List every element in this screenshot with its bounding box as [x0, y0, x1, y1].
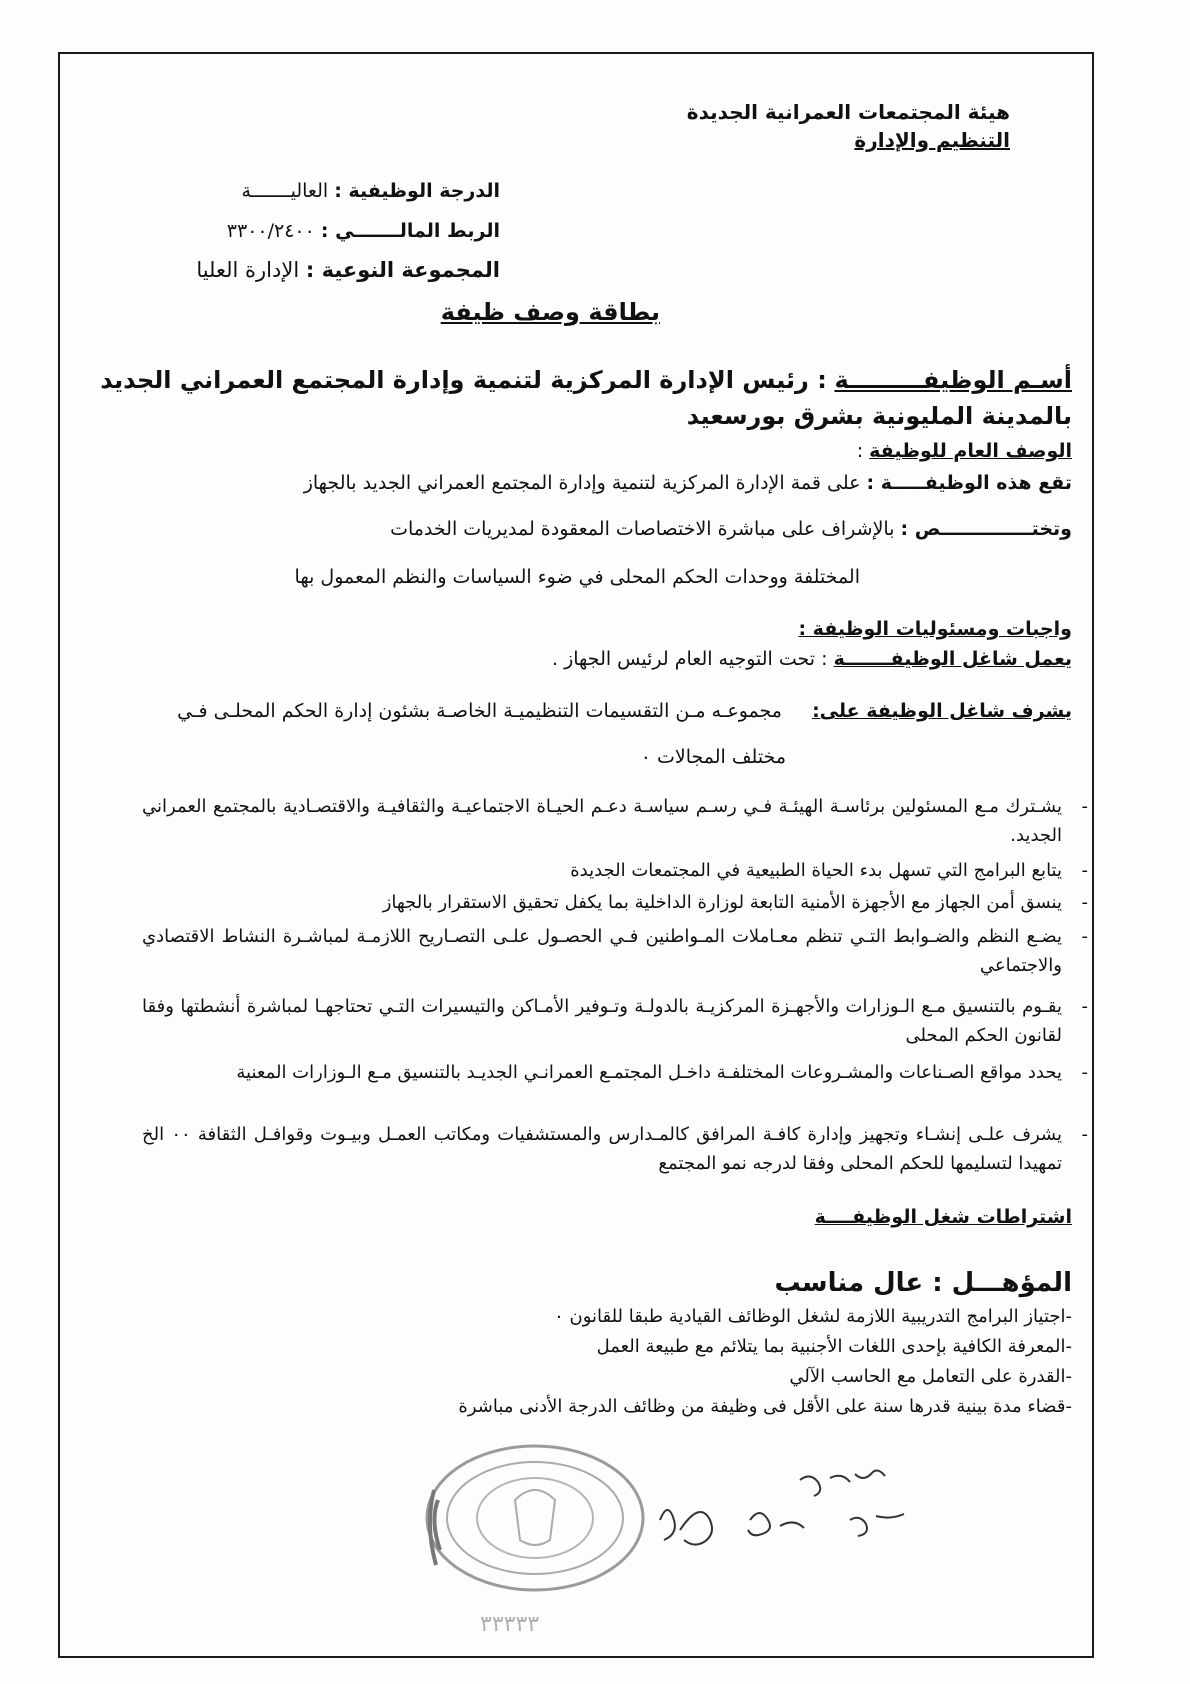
qualification: المؤهـــل : عال مناسب	[774, 1268, 1072, 1298]
requirement-item-3: -القدرة على التعامل مع الحاسب الآلي	[789, 1366, 1072, 1387]
requirements-heading: اشتراطات شغل الوظيفــــة	[814, 1206, 1072, 1228]
grade-line	[241, 180, 500, 202]
requirement-item-2: -المعرفة الكافية بإحدى اللغات الأجنبية بما يتلائم مع طبيعة العمل	[596, 1336, 1072, 1357]
works-value: : تحت التوجيه العام لرئيس الجهاز .	[552, 648, 828, 670]
grade-value: العاليـــــــة	[241, 180, 329, 202]
works-label: يعمل شاغل الوظيفـــــــة	[833, 648, 1072, 670]
stamp-number: ٣٣٣٣٣	[480, 1612, 540, 1637]
general-heading-line	[857, 440, 1072, 462]
duty-item-2: - يتابع البرامج التي تسهل بدء الحياة الطبيعية في المجتمعات الجديدة	[570, 860, 1088, 881]
salary-value: ٣٣٠٠/٢٤٠٠	[226, 220, 315, 242]
organization-name: هيئة المجتمعات العمرانية الجديدة	[686, 100, 1010, 124]
located-line	[304, 472, 1072, 494]
specialize-value: بالإشراف على مباشرة الاختصاصات المعقودة لمديريات الخدمات	[390, 518, 895, 540]
job-name-line1	[100, 366, 1072, 394]
salary-line	[227, 220, 500, 242]
supervises-line2: مختلف المجالات ٠	[640, 746, 786, 768]
official-seal	[420, 1440, 650, 1600]
group-line	[196, 258, 500, 282]
salary-label: الربط المالـــــــي :	[320, 220, 500, 242]
job-name-value: : رئيس الإدارة المركزية لتنمية وإدارة المجتمع العمراني الجديد	[100, 366, 827, 394]
duty-item-3: - ينسق أمن الجهاز مع الأجهزة الأمنية التابعة لوزارة الداخلية بما يكفل تحقيق الاستقرار بالجهاز	[382, 892, 1088, 913]
handwritten-signature	[640, 1460, 940, 1580]
works-line	[552, 648, 1072, 670]
supervises-line	[177, 700, 1072, 722]
grade-label: الدرجة الوظيفية :	[334, 180, 500, 202]
duty-item-6: - يحدد مواقع الصـناعات والمشـروعات المختلفـة داخـل المجتمـع العمرانـي الجديـد بالتنسيق مـع الـوزارات المعنية	[236, 1062, 1088, 1083]
duty-item-5: - يقـوم بالتنسيق مـع الـوزارات والأجهـزة المركزيـة بالدولـة وتـوفير الأمـاكن والتيسيرات التـي تحتاجهـا لمباشرة أنشطتها وفقا لقانون الحكم المحلى	[142, 996, 1088, 1046]
located-value: على قمة الإدارة المركزية لتنمية وإدارة المجتمع العمراني الجديد بالجهاز	[303, 472, 861, 494]
specialize-line	[390, 518, 1072, 540]
requirement-item-4: -قضاء مدة بينية قدرها سنة على الأقل فى وظيفة من وظائف الدرجة الأدنى مباشرة	[458, 1396, 1072, 1417]
specialize-label: وتختــــــــــــــص :	[900, 518, 1072, 540]
card-title: بطاقة وصف ظيفة	[440, 298, 660, 326]
job-name-label: أسـم الوظيفـــــــــة	[834, 366, 1072, 394]
duties-heading: واجبات ومسئوليات الوظيفة :	[798, 618, 1072, 640]
duty-item-7: - يشرف علـى إنشـاء وتجهيز وإدارة كافـة المرافق كالمـدارس والمستشفيات ومكاتب العمـل وبيـوت وقوافـل الثقافة ٠٠ الخ تمهيدا لتسليمها للحكم المحلى وفقا لدرجه نمو المجتمع	[142, 1124, 1088, 1174]
group-value: الإدارة العليا	[196, 258, 300, 282]
duty-item-4: - يضـع النظم والضـوابط التـي تنظم معـاملات المـواطنين فـي الحصـول علـى التصـاريح اللازمـة لمباشـرة النشاط الاقتصادي والاجتماعي	[142, 926, 1088, 976]
located-label: تقع هذه الوظيفـــــة :	[866, 472, 1072, 494]
supervises-label: يشرف شاغل الوظيفة على:	[812, 700, 1072, 722]
specialize-line2: المختلفة ووحدات الحكم المحلى في ضوء السياسات والنظم المعمول بها	[294, 566, 860, 588]
page-border	[58, 52, 1094, 1658]
requirement-item-1: -اجتياز البرامج التدريبية اللازمة لشغل الوظائف القيادية طبقا للقانون ٠	[554, 1306, 1072, 1327]
general-heading: الوصف العام للوظيفة	[869, 440, 1072, 462]
group-label: المجموعة النوعية :	[305, 258, 500, 282]
supervises-value: مجموعـه مـن التقسيمات التنظيميـة الخاصـة بشئون إدارة الحكم المحلـى فـي	[177, 700, 782, 722]
job-name-line2: بالمدينة المليونية بشرق بورسعيد	[686, 402, 1072, 430]
duty-item-1: - يشـترك مـع المسئولين برئاسـة الهيئـة فـي رسـم سياسـة دعـم الحيـاة الاجتماعيـة والثقافيـة والاقتصـادية بالمجتمع العمراني الجديد.	[142, 796, 1088, 846]
department-name: التنظيم والإدارة	[854, 128, 1010, 152]
general-heading-suffix: :	[856, 440, 864, 462]
